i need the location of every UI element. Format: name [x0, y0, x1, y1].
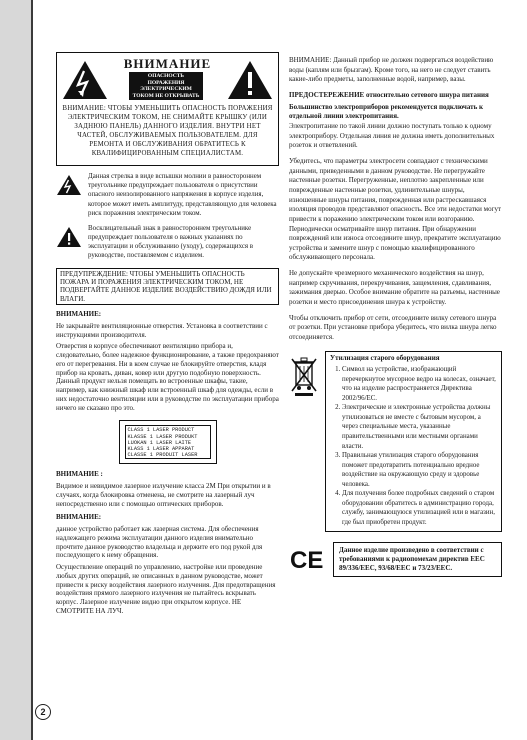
disposal-box [325, 351, 502, 532]
disconnect-text: Чтобы отключить прибор от сети, отсоедините вилку сетевого шнура от розетки. При установке прибора убедитесь, что вилка шнура легко отсоединяется. [289, 313, 497, 342]
disposal-section [289, 351, 502, 532]
vent-paragraph-1: Не закрывайте вентиляционные отверстия. Установка в соответствии с инструкциями производителя. [56, 321, 268, 339]
page-side-rule [31, 0, 33, 740]
laser-text: Видимое и невидимое лазерное излучение класса 2M При открытии и в случаях, когда блокировка отменена, не смотрите на лазерный луч непосредственно или с помощью оптических приборов. [56, 482, 271, 508]
disposal-item: 3. Правильная утилизация старого оборудования поможет предотвратить потенциально вредное воздействие на окружающую среду и здоровье человека. [342, 451, 497, 489]
vent-heading: ВНИМАНИЕ: [56, 310, 102, 319]
shock-hazard-label: ОПАСНОСТЬ ПОРАЖЕНИЯ ЭЛЕКТРИЧЕСКИМ ТОКОМ НЕ ОТКРЫВАТЬ [129, 72, 203, 100]
ce-compliance-section [289, 542, 502, 577]
outlet-check-text: Убедитесь, что параметры электросети совпадают с техническими данными, приведенными в данном руководстве. Не перегружайте настенные розетки. Перегруженные, неплотно закрепленные или поврежденные настенные розетки, удлинительные шнуры, изношенные шнуры питания, поврежденная или растрескавшаяся изоляция проводов представляют опасность. Все эти недостатки могут привести к поражению электрическим током или возгоранию. Периодически осматривайте шнур питания. При обнаружении повреждений или износа отсоедините шнур, прекратите эксплуатацию устройства и замените шнур с помощью квалифицированного обслуживающего персонала. [289, 156, 502, 262]
laser-heading: ВНИМАНИЕ : [56, 470, 103, 479]
laser-system-paragraph-1: данное устройство работает как лазерная система. Для обеспечения надлежащего режима эксплуатации данного изделия внимательно прочтите данное руководство владельца и держите его под рукой для последующего к нему обращения. [56, 525, 263, 560]
cord-stress-text: Не допускайте чрезмерного механического воздействия на шнур, например скручивания, перекручивания, защемления, сдавливания, зажимания дверью. Особое внимание обратите на разъемы, настенные розетки и место присоединения шнура к устройству. [289, 269, 500, 307]
exclamation-explanation [56, 224, 279, 261]
laser-class-label [119, 420, 217, 464]
laser-system-heading: ВНИМАНИЕ: [56, 513, 102, 522]
laser-label-line: KLASS 1 LASER APPARAT [127, 446, 195, 453]
power-cord-text: Электропитание по такой линии должно поступать только к одному электроприбору. Отдельная линия не должна иметь дополнительных розеток и ответвлений. [289, 121, 495, 150]
disposal-list [330, 365, 497, 527]
power-cord-heading: ПРЕДОСТЕРЕЖЕНИЕ относительно сетевого шнура питания [289, 90, 489, 99]
lightning-warning-icon [62, 60, 108, 100]
crossed-bin-icon [289, 355, 319, 397]
disposal-item: 2. Электрические и электронные устройства должны утилизоваться не вместе с бытовым мусором, а через специальные места, указанные правительственными или местными органами власти. [342, 403, 497, 451]
ce-mark-icon [289, 546, 329, 572]
disposal-item: 1. Символ на устройстве, изображающий перечеркнутое мусорное ведро на колесах, означает, что на изделие распространяется Директива 2002/96/EC. [342, 365, 497, 403]
laser-label-line: KLASSE 1 LASER PRODUKT [127, 433, 198, 440]
right-column [289, 56, 502, 577]
exclamation-triangle-icon [56, 226, 82, 248]
page-side-stripe [0, 0, 31, 740]
power-cord-bold: Большинство электроприборов рекомендуется подключать к отдельной линии электропитания. [289, 102, 484, 121]
laser-label-line: CLASSE 1 PRODUIT LASER [127, 452, 198, 459]
svg-text:CE: CE [290, 547, 324, 573]
lightning-explanation [56, 172, 279, 218]
lightning-triangle-icon [56, 174, 82, 196]
water-warning: ВНИМАНИЕ: Данный прибор не должен подвергаться воздействию воды (каплям или брызгам). Кроме того, на него не следует ставить какие-либо предметы, заполненные водой, например, вазы. [289, 56, 494, 84]
disposal-title: Утилизация старого оборудования [330, 353, 440, 362]
page-number: 2 [35, 704, 51, 720]
exclamation-explanation-text: Восклицательный знак в равностороннем треугольнике предупреждает пользователя о важных указаниях по эксплуатации и обслуживанию (уходу), содержащихся в руководстве, поставляемом с изделием. [88, 224, 254, 260]
lightning-explanation-text: Данная стрелка в виде вспышки молнии в равностороннем треугольнике предупреждает пользователя о присутствии опасного неизолированного напряжения в корпусе изделия, которое может иметь амплитуду, представляющую для человека риск поражения электрическим током. [88, 173, 277, 217]
warning-body: ВНИМАНИЕ: ЧТОБЫ УМЕНЬШИТЬ ОПАСНОСТЬ ПОРАЖЕНИЯ ЭЛЕКТРИЧЕСКИМ ТОКОМ, НЕ СНИМАЙТЕ КРЫШКУ (ИЛИ ЗАДНЮЮ ПАНЕЛЬ) ДАННОГО ИЗДЕЛИЯ. ВНУТРИ НЕТ ЧАСТЕЙ, ОБСЛУЖИВАЕМЫХ ПОЛЬЗОВАТЕЛЕМ. ДЛЯ РЕМОНТА И ОБСЛУЖИВАНИЯ ОБРАТИТЕСЬ К КВАЛИФИЦИРОВАННЫМ СПЕЦИАЛИСТАМ. [62, 105, 273, 157]
laser-label-line: CLASS 1 LASER PRODUCT [127, 427, 195, 434]
ce-compliance-text: Данное изделие произведено в соответствии с требованиями к радиопомехам директив ЕЕС 89/336/EEC, 93/68/EEC и 73/23/EEC. [333, 542, 502, 577]
left-column [56, 52, 279, 616]
laser-label-line: LUOKAN 1 LASER LAITE [127, 439, 192, 446]
exclamation-warning-icon [227, 60, 273, 100]
vent-paragraph-2: Отверстия в корпусе обеспечивают вентиляцию прибора и, следовательно, более надежное функционирование, а также предохраняют его от перегревания. Ни в коем случае не блокируйте отверстия, кладя прибор на кровать, диван, ковер или другую подобную поверхность. Данный продукт нельзя помещать во встроенные шкафы, такие, например, как книжный шкаф или встроенный шкаф для одежды, если в них недостаточно вентиляции или в руководстве по эксплуатации прибора ничего не сказано про это. [56, 342, 279, 412]
laser-system-paragraph-2: Осуществление операций по управлению, настройке или проведение любых других операций, не описанных в данном руководстве, может привести к риску воздействия лазерного излучения. Для предотвращения воздействия прямого лазерного излучения не пытайтесь вскрывать корпус. Лазерное излучение видно при открытом корпусе. НЕ СМОТРИТЕ НА ЛУЧ. [56, 563, 276, 615]
electric-shock-warning-box [56, 52, 279, 166]
fire-warning-box: ПРЕДУПРЕЖДЕНИЕ: ЧТОБЫ УМЕНЬШИТЬ ОПАСНОСТЬ ПОЖАРА И ПОРАЖЕНИЯ ЭЛЕКТРИЧЕСКИМ ТОКОМ, НЕ ПОДВЕРГАЙТЕ ДАННОЕ ИЗДЕЛИЕ ВОЗДЕЙСТВИЮ ДОЖДЯ ИЛИ ВЛАГИ. [56, 268, 279, 306]
disposal-item: 4. Для получения более подробных сведений о старом оборудовании обратитесь в администрацию города, службу, занимающуюся утилизацией или в магазин, где был приобретен продукт. [342, 489, 497, 527]
warning-title: ВНИМАНИЕ [123, 56, 212, 71]
